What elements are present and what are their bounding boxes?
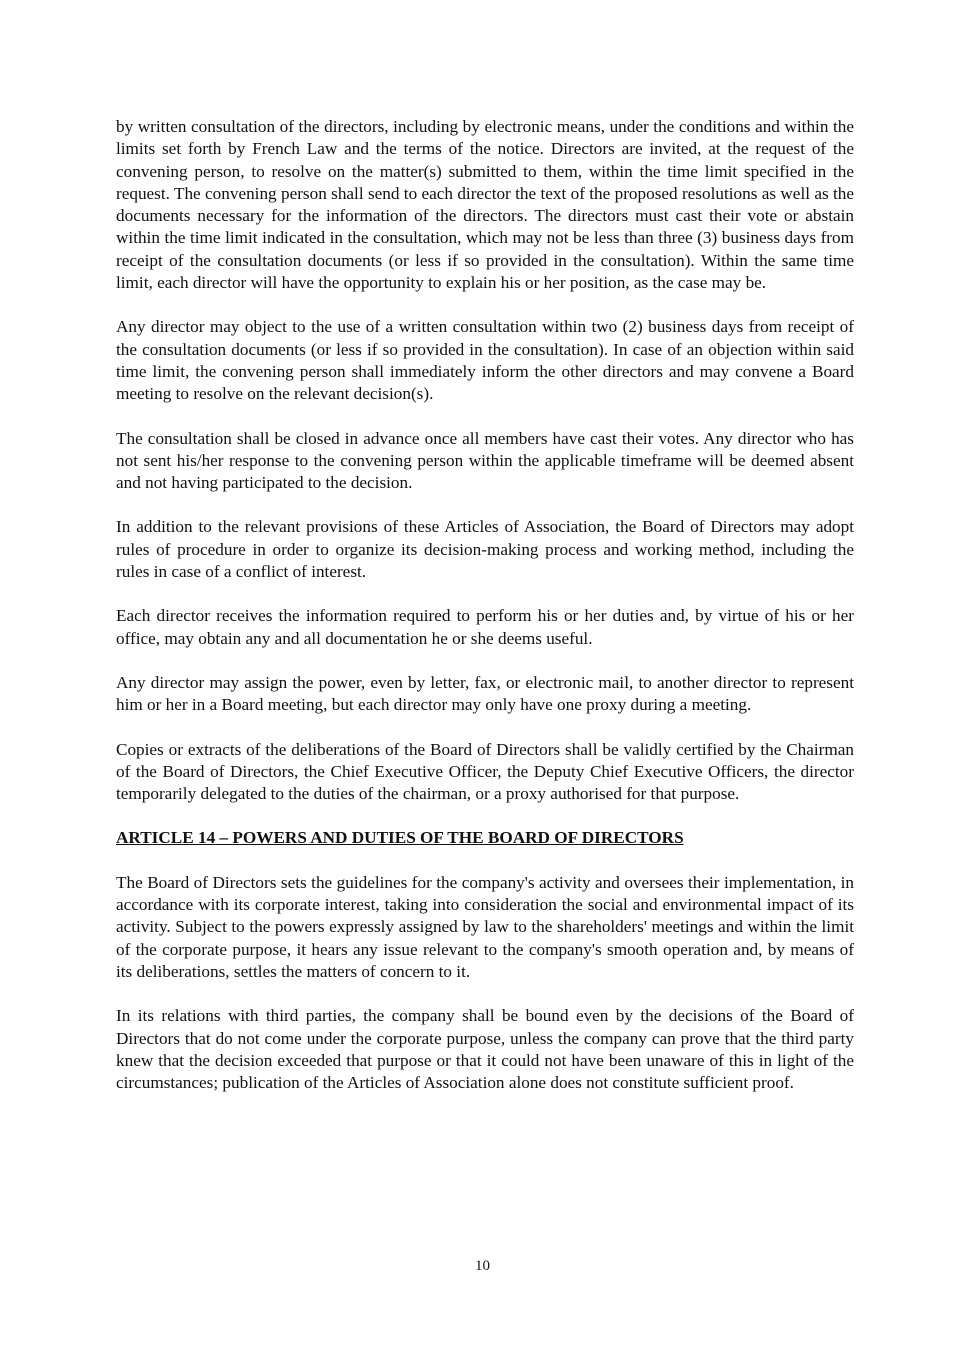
paragraph-written-consultation: by written consultation of the directors, including by electronic means, under the conditions and within the limits set forth by French Law and the terms of the notice. Directors are invited, at the request of the convening person, to resolve on the matter(s) submitted to them, within the time limit specified in the request. The convening person shall send to each director the text of the proposed resolutions as well as the documents necessary for the information of the directors. The directors must cast their vote or abstain within the time limit indicated in the consultation, which may not be less than three (3) business days from receipt of the consultation documents (or less if so provided in the consultation). Within the same time limit, each director will have the opportunity to explain his or her position, as the case may be. bbox=[116, 117, 854, 293]
paragraph-objection: Any director may object to the use of a written consultation within two (2) business days from receipt of the consultation documents (or less if so provided in the consultation). In case of an objection within said time limit, the convening person shall immediately inform the other directors and may convene a Board meeting to resolve on the relevant decision(s). bbox=[116, 317, 854, 404]
page-body bbox=[116, 116, 854, 1116]
page-number: 10 bbox=[475, 1258, 490, 1274]
paragraph-board-guidelines: The Board of Directors sets the guidelines for the company's activity and oversees their implementation, in accordance with its corporate interest, taking into consideration the social and environmental impact of its activity. Subject to the powers expressly assigned by law to the shareholders' meetings and within the limit of the corporate purpose, it hears any issue relevant to the company's smooth operation and, by means of its deliberations, settles the matters of concern to it. bbox=[116, 872, 854, 981]
article-heading: ARTICLE 14 – POWERS AND DUTIES OF THE BOARD OF DIRECTORS bbox=[116, 828, 684, 848]
paragraph-certified-copies: Copies or extracts of the deliberations of the Board of Directors shall be validly certified by the Chairman of the Board of Directors, the Chief Executive Officer, the Deputy Chief Executive Officers, the director temporarily delegated to the duties of the chairman, or a proxy authorised for that purpose. bbox=[116, 739, 854, 804]
paragraph-consultation-closing: The consultation shall be closed in advance once all members have cast their votes. Any director who has not sent his/her response to the convening person within the applicable timeframe will be deemed absent and not having participated to the decision. bbox=[116, 428, 854, 493]
paragraph-director-information: Each director receives the information required to perform his or her duties and, by virtue of his or her office, may obtain any and all documentation he or she deems useful. bbox=[116, 606, 854, 648]
paragraph-third-parties: In its relations with third parties, the company shall be bound even by the decisions of the Board of Directors that do not come under the corporate purpose, unless the company can prove that the third party knew that the decision exceeded that purpose or that it could not have been unaware of this in light of the circumstances; publication of the Articles of Association alone does not constitute sufficient proof. bbox=[116, 1006, 854, 1093]
paragraph-rules-of-procedure: In addition to the relevant provisions of these Articles of Association, the Board of Directors may adopt rules of procedure in order to organize its decision-making process and working method, including the rules in case of a conflict of interest. bbox=[116, 517, 854, 582]
paragraph-proxy: Any director may assign the power, even by letter, fax, or electronic mail, to another director to represent him or her in a Board meeting, but each director may only have one proxy during a meeting. bbox=[116, 672, 854, 715]
